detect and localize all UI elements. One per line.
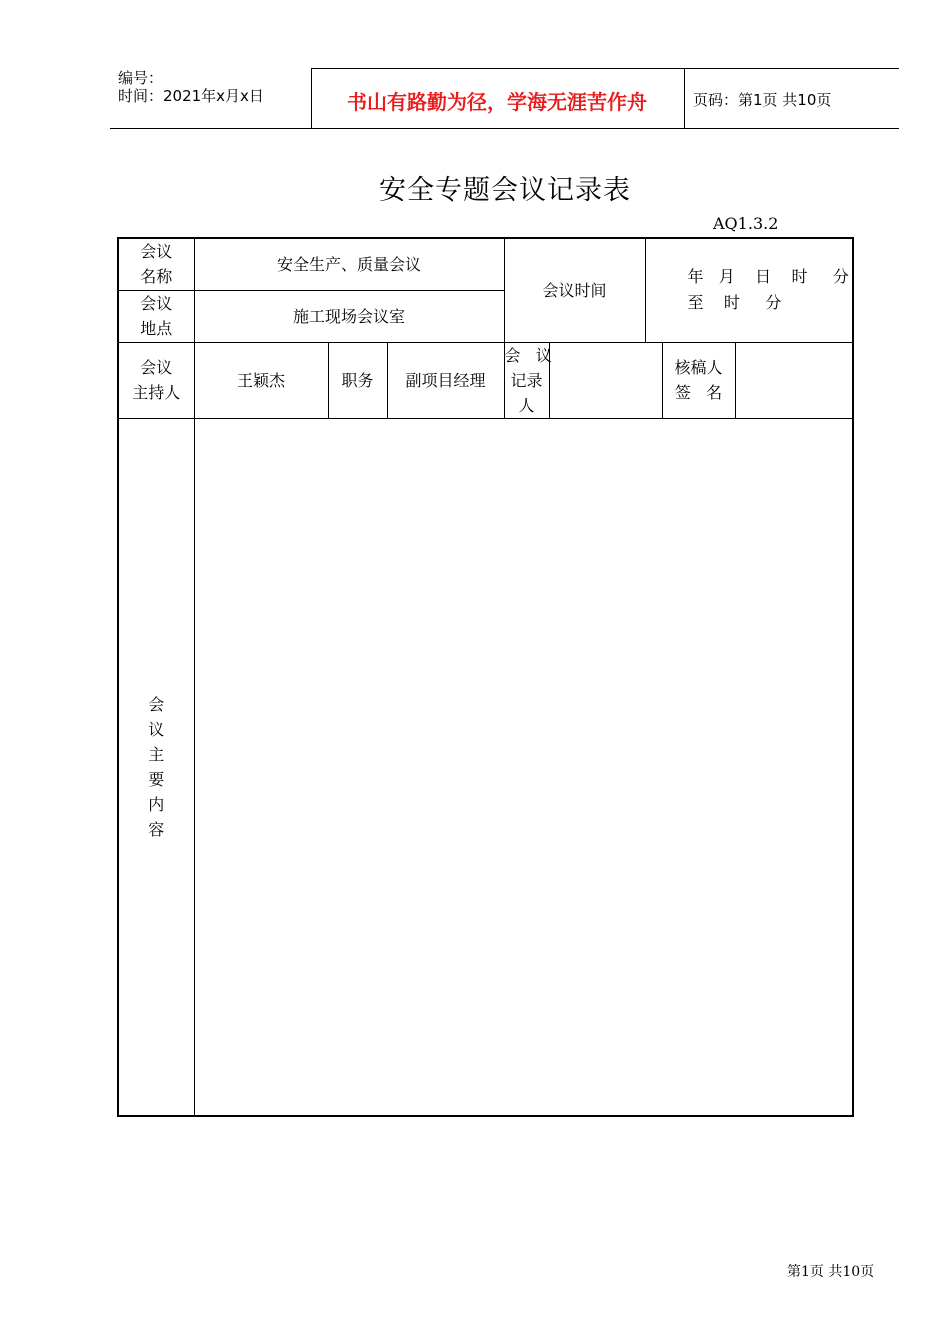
meeting-time-field[interactable] [645,238,853,342]
page-title: 安全专题会议记录表 [379,175,631,206]
host-field[interactable]: 王颖杰 [194,342,328,418]
meeting-content-label: 会 议 主 要 内 容 [118,418,194,1116]
header-bottom-rule [110,128,899,129]
meeting-time-start: 年 月 日 时 分 [687,267,849,287]
header-motto: 书山有路勤为径，学海无涯苦作舟 [347,90,647,114]
meeting-location-field[interactable]: 施工现场会议室 [194,290,504,342]
document-number-label: 编号： [118,69,164,87]
meeting-content-field[interactable] [194,418,853,1116]
meeting-name-label: 会议 名称 [118,238,194,290]
meeting-record-form [117,237,854,1117]
header-top-rule [312,68,899,69]
position-field[interactable]: 副项目经理 [387,342,504,418]
reviewer-signature-field[interactable] [735,342,853,418]
meeting-time-label: 会议时间 [504,238,645,342]
recorder-field[interactable] [549,342,662,418]
header-divider-right [684,68,685,129]
reviewer-signature-label: 核稿人 签 名 [662,342,735,418]
document-date: 时间：2021年x月x日 [118,87,264,105]
footer-page-number: 第1页 共10页 [787,1264,875,1280]
meeting-name-field[interactable]: 安全生产、质量会议 [194,238,504,290]
header-page-info: 页码：第1页 共10页 [693,91,832,109]
recorder-label: 会 议 记录人 [504,342,549,418]
position-label: 职务 [328,342,387,418]
header-meta [118,69,264,105]
host-label: 会议 主持人 [118,342,194,418]
form-code: AQ1.3.2 [713,214,779,233]
meeting-location-label: 会议 地点 [118,290,194,342]
header-divider-left [311,68,312,129]
meeting-time-end: 至 时 分 [687,293,782,313]
